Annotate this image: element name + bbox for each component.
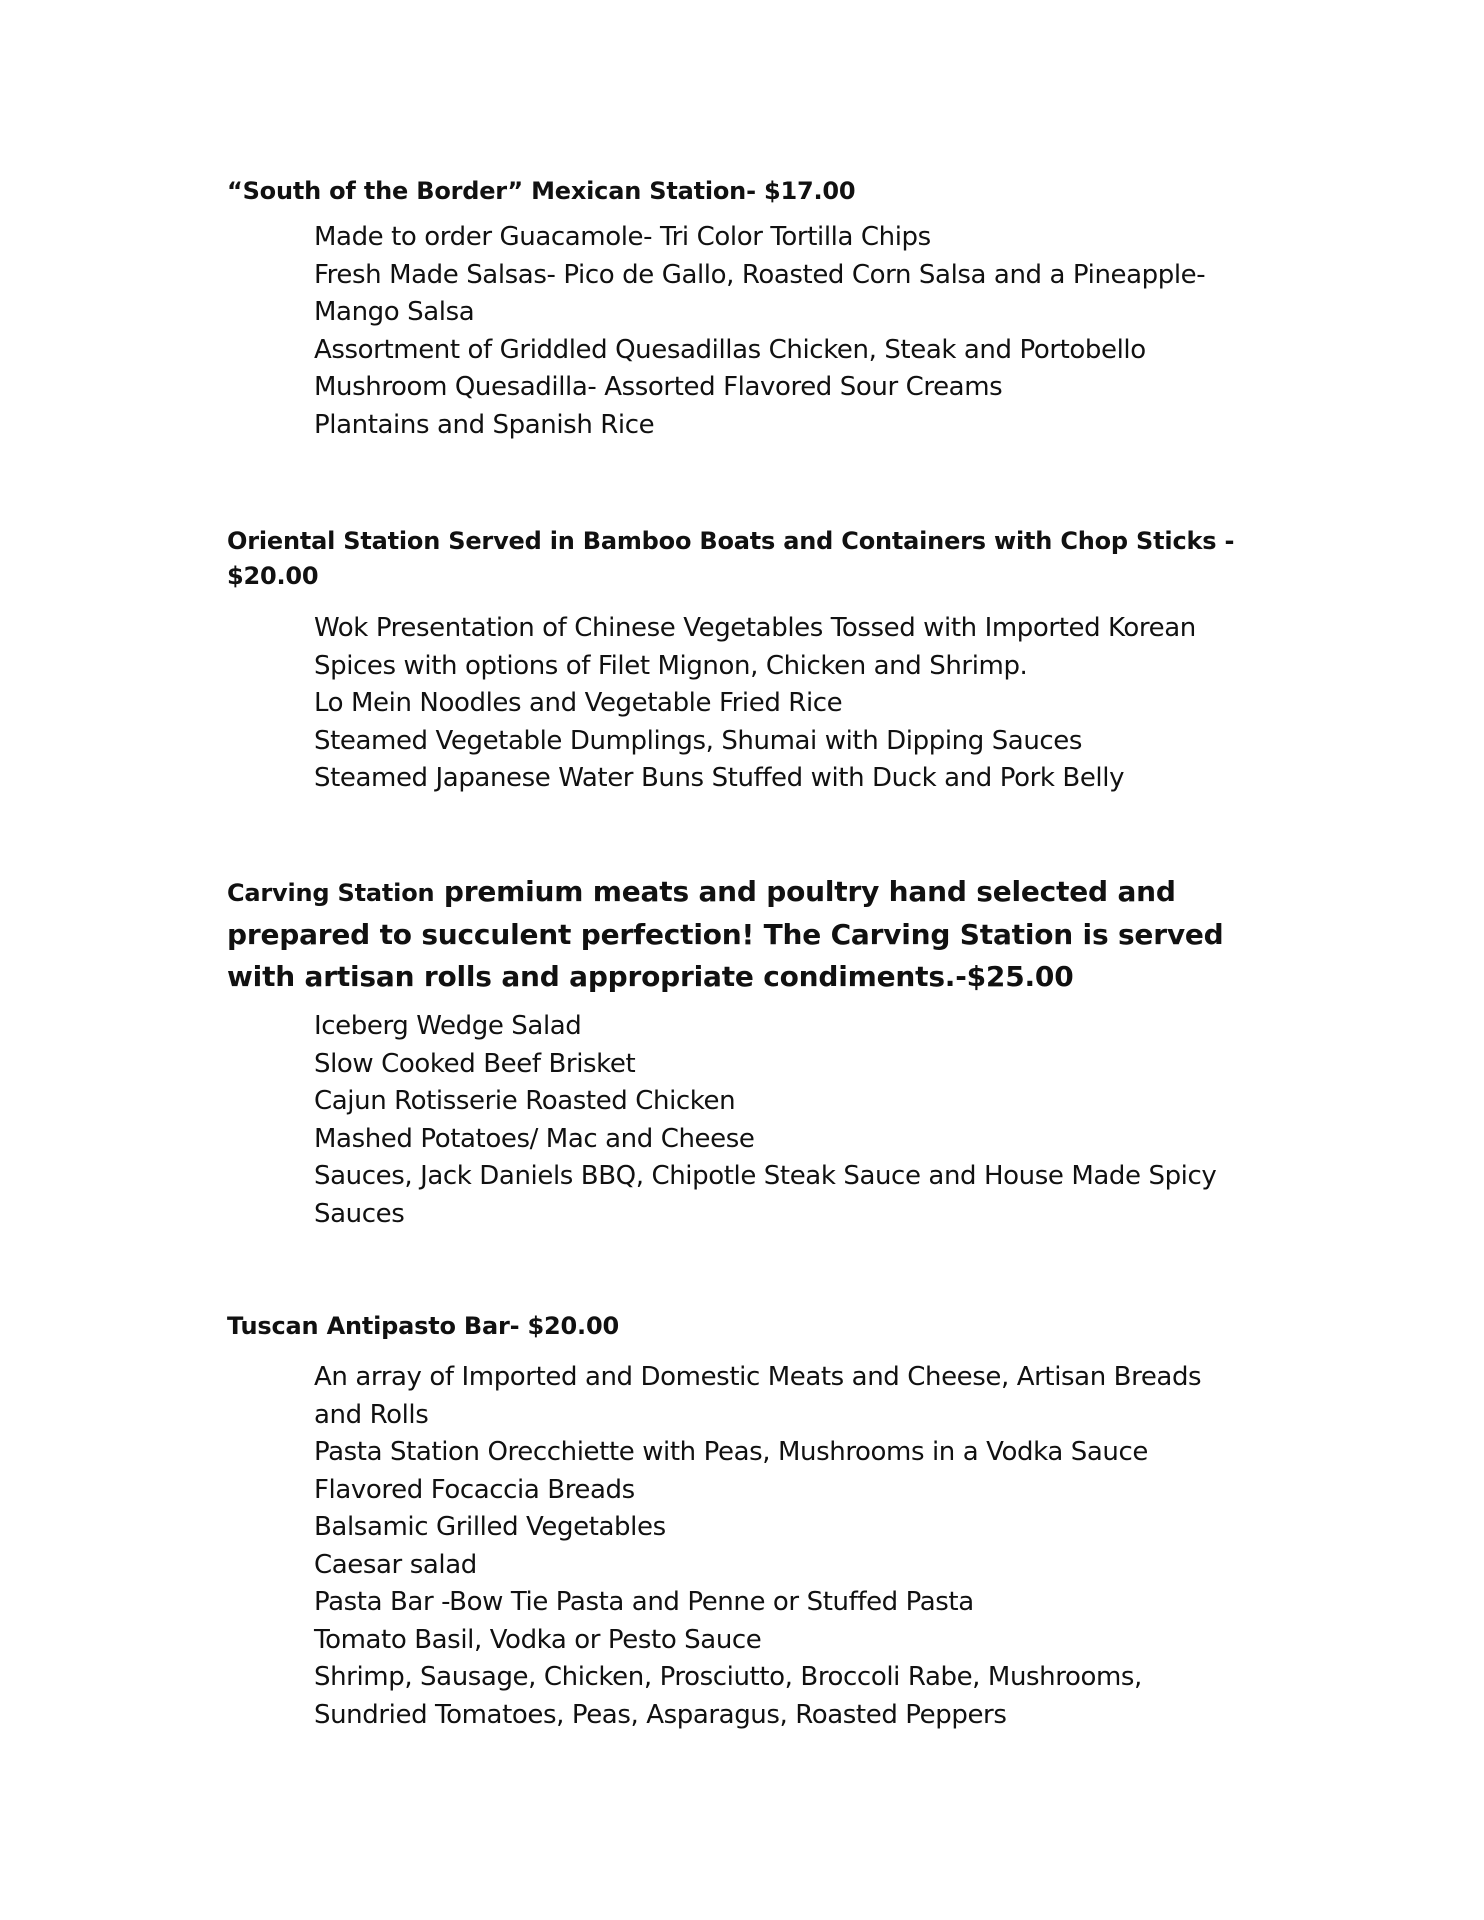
list-item: Flavored Focaccia Breads (314, 1474, 635, 1505)
list-item: Sauces, Jack Daniels BBQ, Chipotle Steak Sauce and House Made Spicy (314, 1161, 1217, 1191)
carving-station-heading (227, 871, 1267, 998)
list-item: Steamed Vegetable Dumplings, Shumai with Dipping Sauces (314, 725, 1083, 756)
tuscan-antipasto-items (227, 1359, 1267, 1734)
list-item: Sauces (314, 1198, 405, 1229)
heading-rest: Served in Bamboo Boats and Containers with Chop Sticks - $20.00 (227, 527, 1235, 590)
list-item: Steamed Japanese Water Buns Stuffed with Duck and Pork Belly (314, 763, 1125, 793)
list-item: Iceberg Wedge Salad (314, 1011, 582, 1041)
oriental-station-section (227, 524, 1267, 798)
list-item: Shrimp, Sausage, Chicken, Prosciutto, Broccoli Rabe, Mushrooms, (314, 1662, 1142, 1692)
list-item: Slow Cooked Beef Brisket (314, 1048, 636, 1079)
heading-lead: Carving Station (227, 879, 435, 907)
oriental-station-heading (227, 524, 1267, 594)
list-item: Mango Salsa (314, 297, 475, 327)
carving-station-section (227, 871, 1267, 1233)
list-item: Lo Mein Noodles and Vegetable Fried Rice (314, 688, 843, 718)
list-item: Mashed Potatoes/ Mac and Cheese (314, 1123, 755, 1154)
list-item: Pasta Station Orecchiette with Peas, Mushrooms in a Vodka Sauce (314, 1437, 1148, 1467)
list-item: Caesar salad (314, 1549, 477, 1580)
list-item: Pasta Bar -Bow Tie Pasta and Penne or Stuffed Pasta (314, 1587, 974, 1617)
list-item: Fresh Made Salsas- Pico de Gallo, Roasted Corn Salsa and a Pineapple- (314, 259, 1206, 290)
mexican-station-section (227, 174, 1267, 444)
heading-lead: Tuscan Antipasto Bar- $20.00 (227, 1312, 619, 1340)
tuscan-antipasto-heading (227, 1309, 1267, 1344)
heading-lead: “South of the Border” Mexican Station- $17.00 (227, 177, 856, 205)
mexican-station-items (227, 219, 1267, 444)
list-item: Made to order Guacamole- Tri Color Tortilla Chips (314, 222, 931, 252)
list-item: Mushroom Quesadilla- Assorted Flavored Sour Creams (314, 372, 1003, 402)
list-item: Plantains and Spanish Rice (314, 409, 655, 440)
list-item: and Rolls (314, 1399, 429, 1430)
list-item: Cajun Rotisserie Roasted Chicken (314, 1086, 736, 1116)
list-item: Wok Presentation of Chinese Vegetables Tossed with Imported Korean (314, 613, 1196, 643)
tuscan-antipasto-section (227, 1309, 1267, 1734)
oriental-station-items (227, 610, 1267, 798)
list-item: Sundried Tomatoes, Peas, Asparagus, Roasted Peppers (314, 1699, 1007, 1730)
list-item: Spices with options of Filet Mignon, Chicken and Shrimp. (314, 650, 1028, 681)
list-item: Tomato Basil, Vodka or Pesto Sauce (314, 1624, 762, 1655)
heading-lead: Oriental Station (227, 527, 441, 555)
list-item: Assortment of Griddled Quesadillas Chicken, Steak and Portobello (314, 334, 1146, 365)
list-item: Balsamic Grilled Vegetables (314, 1512, 666, 1542)
list-item: An array of Imported and Domestic Meats and Cheese, Artisan Breads (314, 1362, 1202, 1392)
carving-station-items (227, 1008, 1267, 1233)
heading-rest: premium meats and poultry hand selected and prepared to succulent perfection! The Carving Station is served with artisan rolls and appropriate condiments.-$25.00 (227, 875, 1224, 993)
mexican-station-heading (227, 174, 1267, 209)
